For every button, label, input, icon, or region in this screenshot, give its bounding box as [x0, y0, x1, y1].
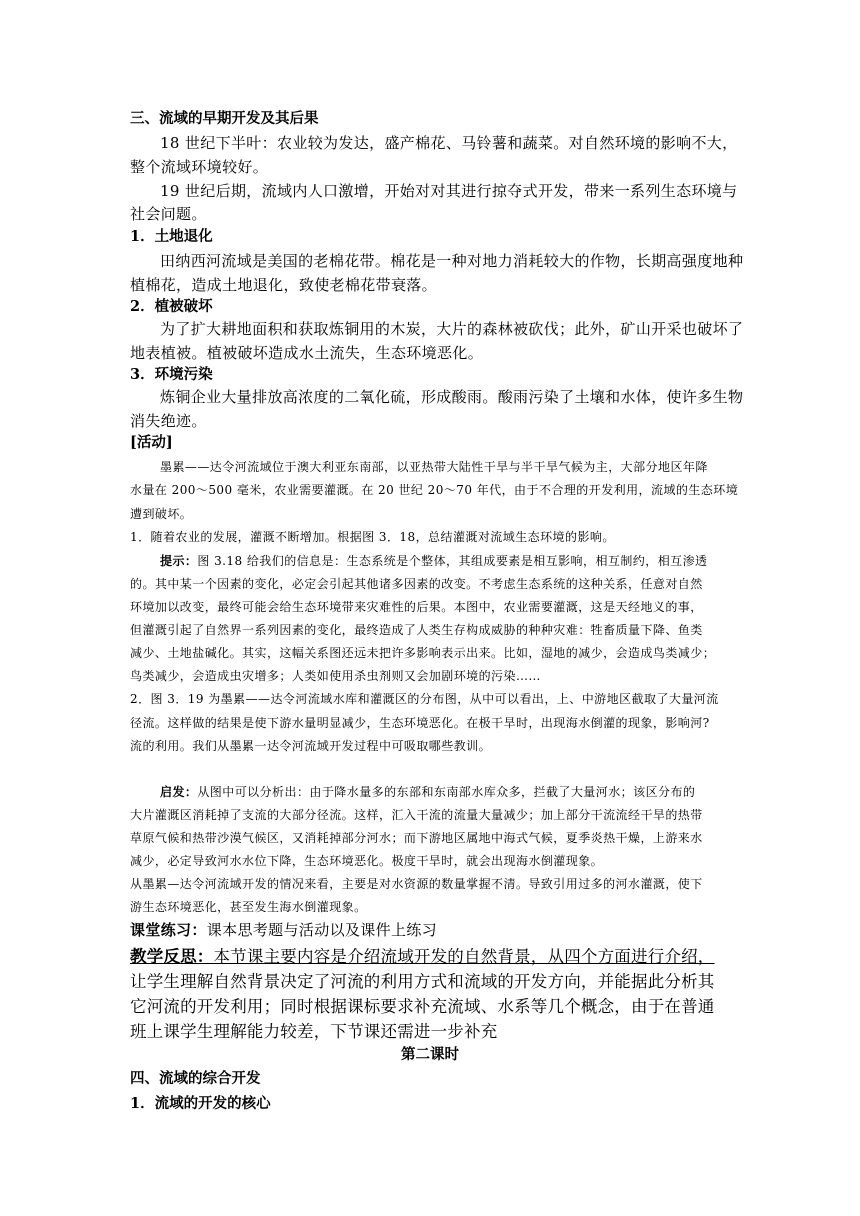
paragraph-line: 但灌溉引起了自然界一系列因素的变化，最终造成了人类生存构成威胁的种种灾难：牲畜质量下降、鱼类	[130, 623, 703, 637]
question-2: 2．图 3．19 为墨累——达令河流域水库和灌溉区的分布图，从中可以看出，上、中游地区截取了大量河流	[130, 692, 719, 706]
inspire-label: 启发：	[160, 785, 198, 799]
paragraph-line: 水量在 200～500 毫米，农业需要灌溉。在 20 世纪 20～70 年代，由于不合理的开发利用，流域的生态环境	[130, 483, 739, 497]
question-1: 1．随着农业的发展，灌溉不断增加。根据图 3．18，总结灌溉对流域生态环境的影响。	[130, 530, 615, 544]
paragraph-line: 为了扩大耕地面积和获取炼铜用的木炭，大片的森林被砍伐；此外，矿山开采也破坏了	[160, 320, 744, 338]
subsection-heading: 2．植被破坏	[130, 298, 213, 315]
subsection-heading: 1．流域的开发的核心	[130, 1095, 271, 1112]
reflection-line-first: 教学反思：本节课主要内容是介绍流域开发的自然背景，从四个方面进行介绍，	[130, 947, 715, 966]
section-heading: 三、流域的早期开发及其后果	[130, 110, 319, 127]
hint-line-first: 提示：图 3.18 给我们的信息是：生态系统是个整体，其组成要素是相互影响，相互制约，相互渗透	[160, 554, 708, 568]
paragraph-line: 鸟类减少，会造成虫灾增多；人类如使用杀虫剂则又会加剧环境的污染……	[130, 669, 541, 683]
paragraph-line: 流的利用。我们从墨累一达令河流域开发过程中可吸取哪些教训。	[130, 739, 492, 753]
paragraph-line: 整个流域环境较好。	[130, 158, 269, 176]
paragraph-line: 班上课学生理解能力较差，下节课还需进一步补充	[130, 1022, 498, 1041]
paragraph-line: 18 世纪下半叶：农业较为发达，盛产棉花、马铃薯和蔬菜。对自然环境的影响不大，	[160, 134, 738, 152]
paragraph-line: 从墨累—达令河流域开发的情况来看，主要是对水资源的数量掌握不清。导致引用过多的河水灌溉，使下	[130, 877, 703, 891]
reflection-label: 教学反思：	[130, 947, 214, 966]
paragraph-line: 大片灌溉区消耗掉了支流的大部分径流。这样，汇入干流的流量大量减少；加上部分干流流经干旱的热带	[130, 808, 703, 822]
paragraph-line: 的。其中某一个因素的变化，必定会引起其他诸多因素的改变。不考虑生态系统的这种关系，任意对自然	[130, 577, 703, 591]
practice-line: 课堂练习：课本思考题与活动以及课件上练习	[130, 921, 438, 939]
paragraph-line: 减少，必定导致河水水位下降，生态环境恶化。极度干旱时，就会出现海水倒灌现象。	[130, 854, 604, 868]
paragraph-line: 让学生理解自然背景决定了河流的利用方式和流域的开发方向，并能据此分析其	[130, 972, 715, 991]
paragraph-line: 田纳西河流域是美国的老棉花带。棉花是一种对地力消耗较大的作物，长期高强度地种	[160, 252, 744, 270]
paragraph-line: 19 世纪后期，流域内人口激增，开始对对其进行掠夺式开发，带来一系列生态环境与	[160, 182, 738, 200]
paragraph-line: 径流。这样做的结果是使下游水量明显减少，生态环境恶化。在极干旱时，出现海水倒灌的现象，影响河?	[130, 716, 710, 730]
hint-label: 提示：	[160, 554, 198, 568]
paragraph-line: 遭到破坏。	[130, 507, 193, 521]
inspire-line-first: 启发：从图中可以分析出：由于降水量多的东部和东南部水库众多，拦截了大量河水；该区分布的	[160, 785, 696, 799]
section-heading: 四、流域的综合开发	[130, 1070, 261, 1087]
paragraph-line: 游生态环境恶化，甚至发生海水倒灌现象。	[130, 900, 367, 914]
subsection-heading: 1．土地退化	[130, 228, 213, 245]
paragraph-line: 植棉花，造成土地退化，致使老棉花带衰落。	[130, 276, 438, 294]
paragraph-line: 它河流的开发利用；同时根据课标要求补充流域、水系等几个概念，由于在普通	[130, 997, 715, 1016]
paragraph-line: 减少、土地盐碱化。其实，这幅关系图还远未把许多影响表示出来。比如，湿地的减少，会造成鸟类减少；	[130, 646, 716, 660]
paragraph-line: 社会问题。	[130, 205, 207, 223]
subsection-heading: 3．环境污染	[130, 366, 213, 383]
paragraph-line: 草原气候和热带沙漠气候区，又消耗掉部分河水；而下游地区属地中海式气候，夏季炎热干燥，上游来水	[130, 831, 703, 845]
activity-heading: [活动]	[130, 434, 173, 451]
paragraph-line: 墨累——达令河流域位于澳大利亚东南部，以亚热带大陆性干旱与半干旱气候为主，大部分地区年降	[160, 460, 708, 474]
paragraph-line: 炼铜企业大量排放高浓度的二氧化硫，形成酸雨。酸雨污染了土壤和水体，使许多生物	[160, 388, 744, 406]
paragraph-line: 环境加以改变，最终可能会给生态环境带来灾难性的后果。本图中，农业需要灌溉，这是天经地义的事，	[130, 600, 703, 614]
lesson-title: 第二课时	[401, 1046, 459, 1063]
paragraph-line: 地表植被。植被破坏造成水土流失，生态环境恶化。	[130, 344, 484, 362]
practice-label: 课堂练习：	[130, 921, 207, 939]
paragraph-line: 消失绝迹。	[130, 412, 207, 430]
